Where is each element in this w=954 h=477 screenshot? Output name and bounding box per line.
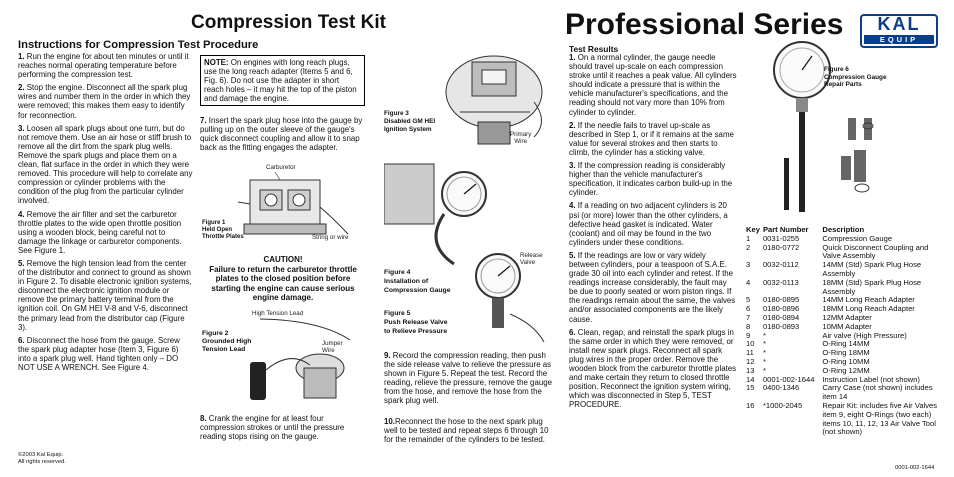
figure-1-carburetor [200,162,365,250]
parts-cell-desc: Instruction Label (not shown) [822,374,920,384]
step-1: 1. Run the engine for about ten minutes or until it reaches normal operating temperature before performing the compression test. [18,52,189,80]
parts-cell-desc: O-Ring 10MM [822,356,870,366]
figure-2-high-tension [200,310,366,408]
step-4: 4. Remove the air filter and set the carburetor throttle plates to the wide open throttle position using a wooden block, being careful not to damage the linkage or carburetor components. See Figure 1. [18,209,182,255]
copyright: ©2003 Kal Equip. [18,452,64,458]
parts-cell-desc: O-Ring 18MM [822,348,870,358]
parts-row [746,402,946,437]
rights: All rights reserved. [18,459,67,465]
parts-cell-key: 6 [746,304,751,314]
left-title: Compression Test Kit [191,12,386,33]
parts-row [746,384,946,402]
figure-1-caption: Figure 1 Held Open Throttle Plates [202,220,244,240]
figure-2-caption: Figure 2 Grounded High Tension Lead [202,330,252,353]
figure-4-5-gauge [384,154,556,344]
step-3: 3. Loosen all spark plugs about one turn, but do not remove them. Use an air hose or stiff brush to remove all the dirt from the spark plug wells. Remove the spark plugs and place them on a clean, flat surface in the order in which they were removed. This procedure will help to correlate any compression or cylinder problems with the condition of the plug from the particular cylinder involved. [18,123,193,206]
carburetor-label: Carburetor [266,164,296,171]
parts-cell-desc: 18MM (Std) Spark Plug Hose Assembly [822,277,922,296]
parts-table [746,226,946,437]
parts-cell-key: 8 [746,321,751,331]
caution-box: CAUTION! Failure to return the carburetor throttle plates to the closed position before starting the engine can cause serious engine damage. [209,255,357,302]
step-9: 9. Record the compression reading, then push the side release valve to relieve the pressure as shown in Figure 5. Repeat the test. Record the reading, relieve the pressure, remove the gauge from the hose, and remove the hose from the spark plug well. [384,351,552,406]
parts-cell-desc: Carry Case (not shown) includes item 14 [822,383,933,402]
parts-cell-desc: Repair Kit: includes five Air Valves item 9, eight O-Rings (two each) items 10, 11, 12, 13 Air Valve Tool (not shown) [822,400,938,437]
parts-cell-part: 0032-0113 [762,277,799,287]
results-list [569,53,737,409]
test-results-title: Test Results [569,44,619,54]
note-box: NOTE: On engines with long reach plugs, use the long reach adapter (Items 5 and 6, Fig. 6). Do not use the adapter in short reach holes – it may hit the top of the piston and damage the engine. [200,55,365,106]
parts-cell-desc: 10MM Adapter [822,321,872,331]
parts-cell-desc: O-Ring 14MM [822,339,870,349]
parts-cell-part: 0180-0895 [762,295,800,305]
figure-6-caption: Figure 6 Compression Gauge Repair Parts [824,66,887,89]
parts-cell-part: 0180-0894 [762,312,800,322]
primary-wire-label: Primary Wire [510,131,532,145]
result-6: 6. Clean, regap, and reinstall the spark plugs in the same order in which they were removed, or install new spark plugs. Reconnect all spark plug wires in the proper order. Remove the wooden block from the carburetor throttle plates and make certain they return to closed throttle position. Reconnect the ignition system wiring, which was disconnected in Step 5, TEST PROCEDURE. [569,327,737,410]
parts-cell-key: 7 [746,312,751,322]
parts-cell-key: 10 [746,339,755,349]
figure-5-caption: Figure 5 Push Release Valve to Relieve Pressure [384,310,448,335]
parts-cell-key: 3 [746,260,751,270]
figure-4-caption: Figure 4 Installation of Compression Gauge [384,269,451,294]
parts-cell-part: * [762,356,766,366]
parts-cell-key: 11 [746,348,754,358]
result-5: 5. If the readings are low or vary widely between cylinders, pour a teaspoon of S.A.E. grade 30 oil into each cylinder and retest. If the readings increase considerably, the fault may be due to poorly seated or worn piston rings. If the readings remain about the same, the valves and/or associated components are the likely cause. [569,250,736,324]
step-10: 10.Reconnect the hose to the next spark plug well to be tested and repeat steps 6 through 10 for the remainder of the cylinders to be tested. [384,417,549,445]
result-3: 3. If the compression reading is considerably higher than the vehicle manufacturer's specification, it indicates carbon build-up in the cylinder. [569,161,733,198]
parts-cell-part: * [762,365,766,375]
parts-header-row: Key Part Number Description [746,225,865,234]
step-5: 5. Remove the high tension lead from the center of the distributor and connect to ground as shown in Figure 2. To disable electronic ignition systems, disconnect the electronic ignition module or remove the primary battery terminal from the ignition coil. On GM HEI V-8 and V-6, disconnect the primary lead from the distributor cap (Figure 3). [18,258,192,332]
parts-cell-key: 13 [746,365,755,375]
release-valve-label: Release Valve [520,252,543,266]
parts-cell-key: 1 [746,233,751,243]
kal-equip-logo: KAL EQUIP [860,14,938,48]
parts-cell-part: 0031-0255 [762,233,800,243]
figure-3-gm-hei [384,42,556,150]
right-title: Professional Series [565,8,844,41]
step-8: 8. Crank the engine for at least four compression strokes or until the pressure reading stops rising on the gauge. [200,414,345,442]
step-2: 2. Stop the engine. Disconnect all the spark plug wires and number them in the order in which they were removed; this makes them easy to identify for reconnection. [18,83,191,120]
parts-cell-desc: Compression Gauge [822,233,893,243]
steps-list [18,52,193,372]
step-6: 6. Disconnect the hose from the gauge. Screw the spark plug adapter hose (Item 3, Figure 6) into a spark plug well. Hand tighten only – DO NOT USE A WRENCH. See Figure 4. [18,335,180,372]
parts-cell-part: 0180-0893 [762,321,800,331]
parts-cell-key: 16 [746,400,755,410]
parts-cell-desc: 14MM Long Reach Adapter [822,295,915,305]
parts-cell-part: 0400-1346 [762,383,800,393]
parts-cell-key: 4 [746,277,751,287]
parts-cell-desc: 14MM (Std) Spark Plug Hose Assembly [822,260,922,278]
parts-cell-part: *1000-2045 [762,400,803,410]
distributor-illustration [200,310,366,408]
string-label: String or wire [312,234,349,241]
parts-cell-part: 0180-0896 [762,304,800,314]
parts-row [746,261,946,279]
parts-cell-key: 12 [746,356,755,366]
parts-cell-part: 0001-002-1644 [762,374,815,384]
parts-row [746,244,946,262]
parts-cell-desc: O-Ring 12MM [822,365,870,375]
figure-3-caption: Figure 3 Disabled GM HEI Ignition System [384,110,436,133]
parts-cell-key: 2 [746,242,751,252]
parts-cell-desc: Quick Disconnect Coupling and Valve Assembly [822,242,929,261]
parts-cell-desc: 12MM Adapter [822,312,872,322]
jumper-wire-label: Jumper Wire [322,340,343,354]
parts-cell-key: 15 [746,383,755,393]
step-7: 7. Insert the spark plug hose into the gauge by pulling up on the outer sleeve of the gauge's quick disconnect coupling and allow it to snap back as the fitting engages the adapter. [200,116,363,153]
result-4: 4. If a reading on two adjacent cylinders is 20 psi (or more) lower than the other cylinders, a defective head gasket is indicated. Water (coolant) and oil may be found in the two cylinders under these conditions. [569,201,728,247]
parts-cell-part: * [762,330,766,340]
result-2: 2. If the needle fails to travel up-scale as described in Step 1, or if it remains at the same value for several strokes and then starts to climb, the cylinder has a sticking valve. [569,120,734,157]
parts-cell-part: * [762,348,766,358]
parts-cell-part: 0180-0772 [762,242,800,252]
parts-cell-desc: Air valve (High Pressure) [822,330,907,340]
parts-cell-key: 5 [746,295,751,305]
parts-cell-key: 9 [746,330,751,340]
parts-cell-desc: 18MM Long Reach Adapter [822,304,915,314]
parts-cell-key: 14 [746,374,755,384]
result-1: 1. On a normal cylinder, the gauge needle should travel up-scale on each compression stroke until it reaches a peak value. All cylinders should indicate a pressure that is within the vehicle manufacturer's specifications, and the reading should not vary more than 10% from cylinder to cylinder. [569,53,737,117]
doc-number: 0001-002-1644 [895,465,935,471]
instructions-title: Instructions for Compression Test Procedure [18,39,259,51]
parts-cell-part: * [762,339,766,349]
parts-row [746,279,946,297]
figure-6-repair-parts [746,38,896,220]
parts-cell-part: 0032-0112 [762,260,799,270]
high-tension-label: High Tension Lead [252,310,304,317]
